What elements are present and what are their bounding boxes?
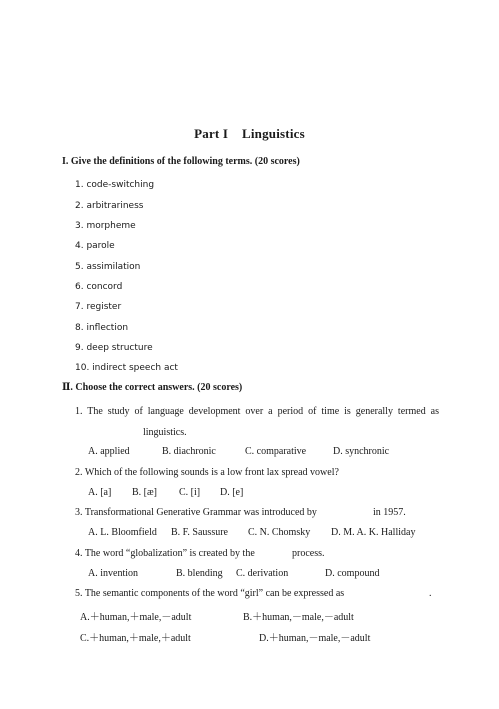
question-1-option-c: C. comparative	[245, 446, 307, 457]
term-6: 6. concord	[75, 282, 123, 292]
page-title: Part I Linguistics	[194, 126, 305, 141]
question-5-option-b: B.＋human,－male,－adult	[243, 612, 354, 623]
question-5-stem-tail: .	[429, 588, 432, 599]
question-1-option-a: A. applied	[88, 446, 130, 457]
question-2-option-c: C. [i]	[179, 487, 201, 498]
term-10: 10. indirect speech act	[75, 363, 178, 373]
question-3-option-d: D. M. A. K. Halliday	[331, 527, 416, 538]
question-3-stem: 3. Transformational Generative Grammar was introduced by	[75, 507, 317, 518]
question-3-option-a: A. L. Bloomfield	[88, 527, 157, 538]
question-3-option-b: B. F. Saussure	[171, 527, 228, 538]
section-2-heading: Ⅱ. Choose the correct answers. (20 scores)	[62, 382, 243, 393]
question-2-option-d: D. [e]	[220, 487, 244, 498]
question-1-option-b: B. diachronic	[162, 446, 216, 457]
term-2: 2. arbitrariness	[75, 201, 144, 211]
question-2-option-a: A. [a]	[88, 487, 112, 498]
question-1-stem-cont: linguistics.	[143, 427, 187, 438]
term-4: 4. parole	[75, 241, 115, 251]
question-4-option-d: D. compound	[325, 568, 380, 579]
question-4-option-a: A. invention	[88, 568, 138, 579]
question-2-option-b: B. [æ]	[132, 487, 157, 498]
term-7: 7. register	[75, 302, 122, 312]
term-8: 8. inflection	[75, 323, 129, 333]
question-3-option-c: C. N. Chomsky	[248, 527, 311, 538]
section-1-heading: I. Give the definitions of the following terms. (20 scores)	[62, 156, 300, 167]
question-4-option-c: C. derivation	[236, 568, 289, 579]
question-5-option-d: D.＋human,－male,－adult	[259, 633, 371, 644]
question-1-option-d: D. synchronic	[333, 446, 390, 457]
question-5-option-c: C.＋human,＋male,＋adult	[80, 633, 191, 644]
term-3: 3. morpheme	[75, 221, 136, 231]
question-5-option-a: A.＋human,＋male,－adult	[80, 612, 192, 623]
question-1-stem: 1. The study of language development over a period of time is generally termed as	[75, 406, 439, 417]
term-5: 5. assimilation	[75, 262, 141, 272]
question-4-stem: 4. The word “globalization” is created by the	[75, 548, 255, 559]
question-2-stem: 2. Which of the following sounds is a low front lax spread vowel?	[75, 467, 339, 478]
question-4-stem-tail: process.	[292, 548, 325, 559]
question-5-stem: 5. The semantic components of the word “girl” can be expressed as	[75, 588, 345, 599]
term-1: 1. code-switching	[75, 180, 155, 190]
term-9: 9. deep structure	[75, 343, 153, 353]
question-4-option-b: B. blending	[176, 568, 223, 579]
question-3-stem-tail: in 1957.	[373, 507, 406, 518]
